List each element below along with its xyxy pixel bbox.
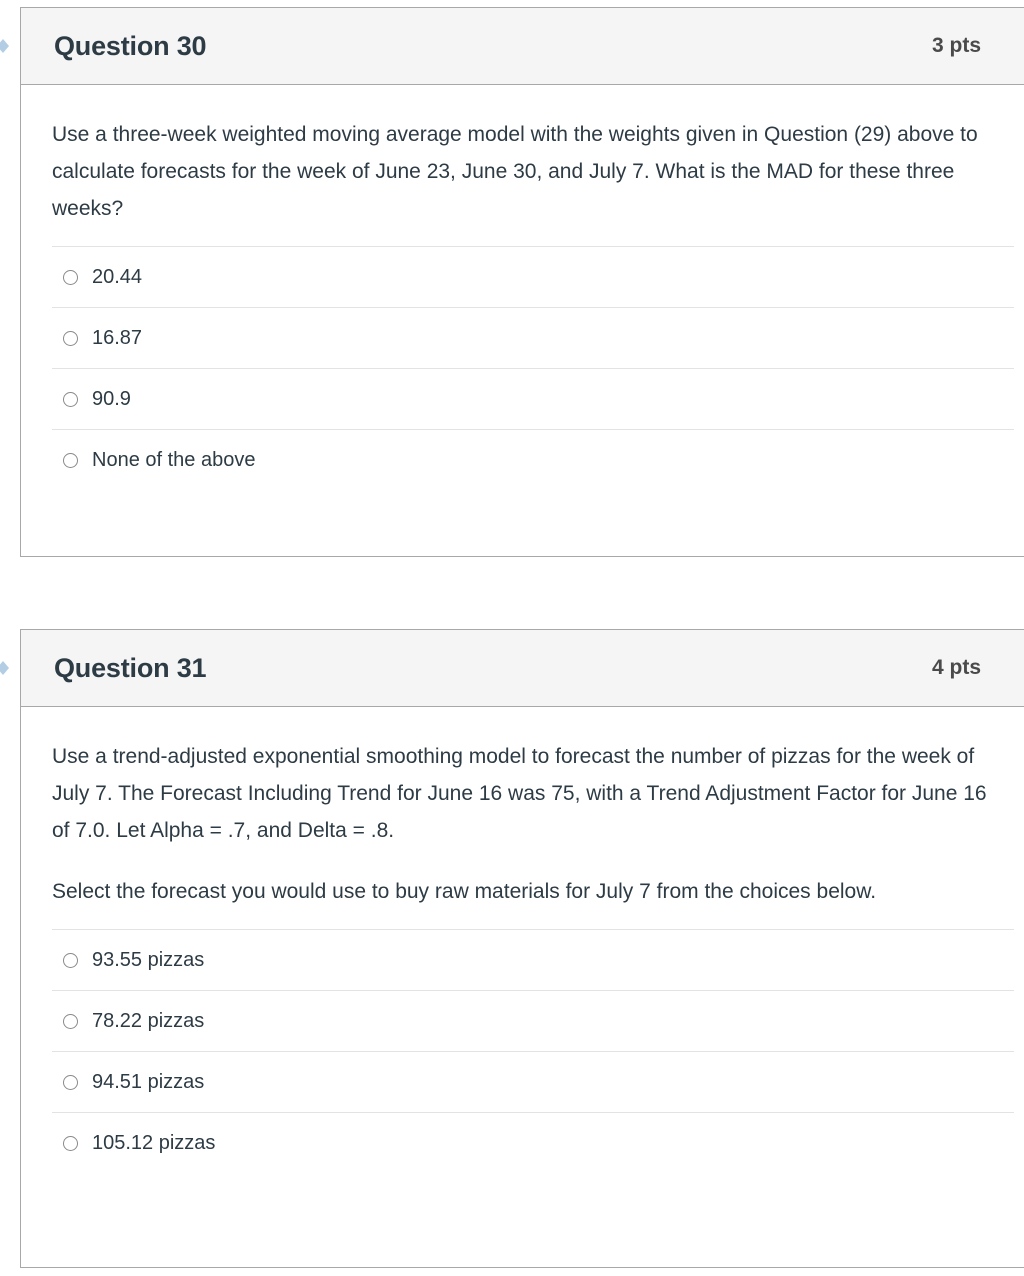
answer-label: 94.51 pizzas [92,1071,205,1093]
question-header-30 [21,8,1024,85]
answer-label: 93.55 pizzas [92,949,205,971]
answer-label: 105.12 pizzas [92,1132,216,1154]
radio-button-icon[interactable] [63,331,78,346]
answer-label: None of the above [92,449,256,471]
answer-label: 20.44 [92,266,143,288]
answer-label: 90.9 [92,388,131,410]
question-text: Use a three-week weighted moving average model with the weights given in Question (29) above to calculate forecasts for the week of June 23, June 30, and July 7. What is the MAD for these three weeks? [52,123,978,220]
radio-button-icon[interactable] [63,392,78,407]
answer-label: 16.87 [92,327,143,349]
answer-option[interactable] [52,429,1014,490]
radio-button-icon[interactable] [63,953,78,968]
answer-option[interactable] [52,1112,1014,1173]
radio-button-icon[interactable] [63,1075,78,1090]
radio-button-icon[interactable] [63,453,78,468]
answer-label: 78.22 pizzas [92,1010,205,1032]
answer-option[interactable] [52,368,1014,429]
answer-option[interactable] [52,929,1014,990]
question-title: Question 31 [54,652,207,683]
answer-list-30 [52,246,1004,508]
answer-option[interactable] [52,307,1014,368]
chevron-right-icon[interactable] [0,659,13,677]
answer-option[interactable] [52,990,1014,1051]
answer-list-31 [52,929,1004,1191]
question-points: 4 pts [931,656,981,679]
radio-button-icon[interactable] [63,1136,78,1151]
answer-option[interactable] [52,246,1014,307]
radio-button-icon[interactable] [63,270,78,285]
question-text: Use a trend-adjusted exponential smoothing model to forecast the number of pizzas for the week of July 7. The Forecast Including Trend for June 16 was 75, with a Trend Adjustment Factor for June 16 of 7.0. Let Alpha = .7, and Delta = .8. [52,745,987,842]
answer-option[interactable] [52,1051,1014,1112]
question-body-30 [21,85,1024,508]
question-body-31 [21,707,1024,1191]
radio-button-icon[interactable] [63,1014,78,1029]
question-text: Select the forecast you would use to buy raw materials for July 7 from the choices below. [52,880,877,903]
chevron-right-icon[interactable] [0,37,13,55]
question-points: 3 pts [931,34,981,57]
question-title: Question 30 [54,30,207,61]
question-header-31 [21,630,1024,707]
question-card-30 [20,7,1024,557]
question-card-31 [20,629,1024,1268]
